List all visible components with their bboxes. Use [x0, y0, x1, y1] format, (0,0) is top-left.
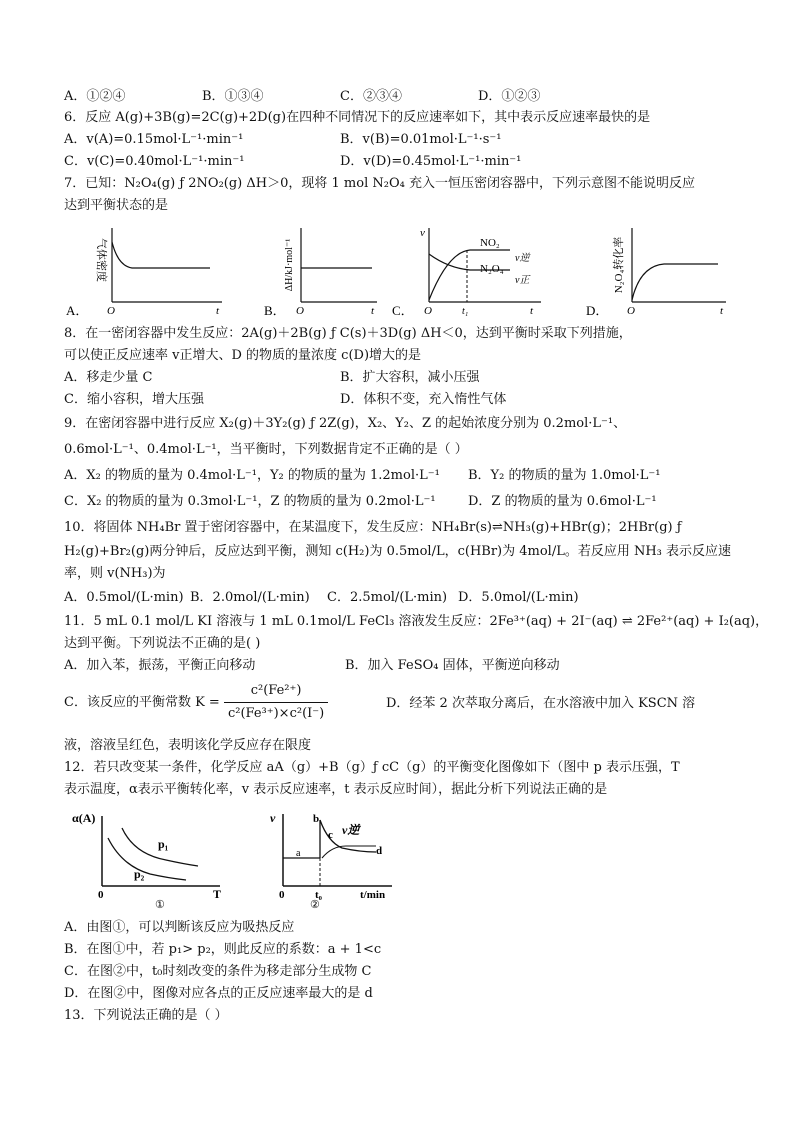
q7-stem-1: 7．已知：N₂O₄(g) ƒ 2NO₂(g) ΔH＞0，现将 1 mol N₂O₄ 充入一恒压密闭容器中，下列示意图不能说明反应: [64, 176, 695, 191]
q13-stem: 13．下列说法正确的是（ ）: [64, 1008, 228, 1023]
q7-graph-d: [586, 228, 726, 318]
q9-option-d: D．Z 的物质的量为 0.6mol·L⁻¹: [468, 494, 657, 509]
q7-graph-b-xlabel: t: [371, 305, 375, 317]
q9-option-a: A．X₂ 的物质的量为 0.4mol·L⁻¹，Y₂ 的物质的量为 1.2mol·L⁻¹: [64, 468, 440, 483]
q7-graph-c-no2-curve: [429, 250, 510, 300]
q8-stem-2: 可以使正反应速率 v正增大、D 的物质的量浓度 c(D)增大的是: [64, 348, 422, 363]
q7-graph-a-xlabel: t: [216, 305, 220, 317]
q12-fig1-ylabel: α(A): [72, 811, 96, 825]
q12-fig2-point-b: b: [313, 813, 320, 825]
q7-graph-d-origin: O: [627, 305, 635, 317]
q7-graph-b: [264, 228, 377, 318]
q12-fig2-xlabel: t/min: [360, 889, 386, 901]
q7-graph-a: [66, 228, 222, 318]
q7-graph-d-ylabel: N₂O₄转化率: [613, 236, 625, 294]
q11-option-b: B．加入 FeSO₄ 固体，平衡逆向移动: [345, 658, 560, 673]
q10-stem-2: H₂(g)+Br₂(g)两分钟后，反应达到平衡，测知 c(H₂)为 0.5mol/L，c(HBr)为 4mol/L。若反应用 NH₃ 表示反应速: [64, 544, 732, 559]
q7-graph-c-ylabel: v: [420, 227, 425, 239]
q12-figures: [70, 808, 400, 912]
q12-figure-1: [72, 811, 221, 911]
q12-fig2-origin: 0: [279, 889, 285, 901]
q11-stem-2: 达到平衡。下列说法不正确的是( ): [64, 636, 261, 651]
q12-fig1-p1: p₁: [158, 837, 169, 851]
q7-graph-b-origin: O: [296, 305, 304, 317]
q11-k-fraction: [224, 680, 328, 725]
q6-option-b: B．v(B)=0.01mol·L⁻¹·s⁻¹: [340, 132, 502, 147]
q12-stem-1: 12．若只改变某一条件，化学反应 aA（g）+B（g）ƒ cC（g）的平衡变化图像如下（图中 p 表示压强，T: [64, 760, 680, 775]
q7-label-d: D．: [586, 303, 609, 318]
q10-option-a: A．0.5mol/(L·min): [64, 590, 184, 605]
q7-graph-d-curve: [632, 264, 718, 300]
q12-fig2-point-c: c: [328, 829, 333, 841]
q7-graph-a-origin: O: [107, 305, 115, 317]
q8-option-b: B．扩大容积，减小压强: [340, 370, 480, 385]
q7-graph-c-origin: O: [424, 305, 432, 317]
q8-option-d: D．体积不变，充入惰性气体: [340, 392, 507, 407]
q12-fig2-point-a: a: [296, 848, 301, 859]
q11-option-d-1: D．经苯 2 次萃取分离后，在水溶液中加入 KSCN 溶: [386, 696, 696, 711]
q7-graph-c-vrev: v逆: [515, 253, 530, 264]
q7-graph-a-ylabel: 气体密度: [95, 238, 107, 282]
q10-option-c: C．2.5mol/(L·min): [327, 590, 448, 605]
q7-label-a: A．: [66, 303, 89, 318]
q12-fig1-tag: ①: [155, 899, 165, 911]
q12-fig2-ylabel: v: [270, 811, 276, 825]
q12-fig1-xlabel: T: [213, 887, 222, 901]
q12-option-c: C．在图②中，t₀时刻改变的条件为移走部分生成物 C: [64, 964, 372, 979]
q12-fig2-t0: t₀: [315, 889, 322, 901]
q11-option-c-prefix: C．该反应的平衡常数 K =: [64, 695, 220, 710]
q8-option-a: A．移走少量 C: [64, 370, 153, 385]
q7-graph-a-curve: [112, 242, 210, 268]
q9-stem-1: 9．在密闭容器中进行反应 X₂(g)＋3Y₂(g) ƒ 2Z(g)，X₂、Y₂、Z 的起始浓度分别为 0.2mol·L⁻¹、: [64, 416, 627, 431]
q12-fig1-p2: p₂: [134, 867, 145, 881]
q11-stem-1: 11．5 mL 0.1 mol/L KI 溶液与 1 mL 0.1mol/L FeCl₃ 溶液发生反应：2Fe³⁺(aq) + 2I⁻(aq) ⇌ 2Fe²⁺(aq) + I₂(aq)，: [64, 614, 769, 629]
q7-graph-c: [392, 227, 541, 318]
q5-option-a: A．①②④: [64, 89, 126, 104]
q12-fig2-vrev: v逆: [342, 823, 360, 837]
q12-fig1-p2-curve: [108, 838, 186, 880]
q9-option-c: C．X₂ 的物质的量为 0.3mol·L⁻¹，Z 的物质的量为 0.2mol·L⁻¹: [64, 494, 436, 509]
q11-k-denominator: c²(Fe³⁺)×c²(I⁻): [227, 706, 325, 721]
q9-option-b: B．Y₂ 的物质的量为 1.0mol·L⁻¹: [468, 468, 661, 483]
q7-graph-c-no2: NO₂: [480, 237, 500, 249]
q5-option-d: D．①②③: [478, 89, 541, 104]
q12-stem-2: 表示温度，α表示平衡转化率，v 表示反应速率，t 表示反应时间），据此分析下列说法正确的是: [64, 782, 608, 797]
q12-option-d: D．在图②中，图像对应各点的正反应速率最大的是 d: [64, 986, 373, 1001]
q9-stem-2: 0.6mol·L⁻¹、0.4mol·L⁻¹，当平衡时，下列数据肯定不正确的是（ ）: [64, 442, 468, 457]
q7-graphs: [60, 220, 740, 320]
q6-option-c: C．v(C)=0.40mol·L⁻¹·min⁻¹: [64, 154, 245, 169]
q5-option-c: C．②③④: [340, 89, 402, 104]
q7-graph-b-ylabel: ΔH/kJ·mol⁻¹: [284, 238, 295, 292]
q8-stem-1: 8．在一密闭容器中发生反应：2A(g)＋2B(g) ƒ C(s)＋3D(g) ΔH＜0，达到平衡时采取下列措施，: [64, 326, 632, 341]
q6-stem: 6．反应 A(g)+3B(g)=2C(g)+2D(g)在四种不同情况下的反应速率如下，其中表示反应速率最快的是: [64, 110, 651, 125]
q10-stem-3: 率，则 v(NH₃)为: [64, 566, 166, 581]
q12-option-b: B．在图①中，若 p₁> p₂，则此反应的系数：a + 1<c: [64, 942, 382, 957]
q10-option-d: D．5.0mol/(L·min): [458, 590, 579, 605]
q7-label-b: B．: [264, 303, 286, 318]
q8-option-c: C．缩小容积，增大压强: [64, 392, 204, 407]
q6-option-d: D．v(D)=0.45mol·L⁻¹·min⁻¹: [340, 154, 522, 169]
q7-graph-d-xlabel: t: [720, 305, 724, 317]
q12-fig2-tag: ②: [310, 899, 320, 911]
q10-option-b: B．2.0mol/(L·min): [190, 590, 310, 605]
q7-label-c: C．: [392, 303, 414, 318]
q6-option-a: A．v(A)=0.15mol·L⁻¹·min⁻¹: [64, 132, 244, 147]
q12-figure-2: [270, 811, 392, 911]
q11-option-a: A．加入苯，振荡，平衡正向移动: [64, 658, 256, 673]
q12-fig2-point-d: d: [376, 845, 383, 857]
q12-fig1-origin: 0: [98, 889, 104, 901]
q7-graph-c-t1: t₁: [462, 306, 469, 317]
q11-k-numerator: c²(Fe²⁺): [224, 680, 328, 703]
q11-option-d-2: 液，溶液呈红色，表明该化学反应存在限度: [64, 738, 312, 753]
q7-graph-c-n2o4: N₂O₄: [480, 263, 504, 275]
q7-graph-c-xlabel: t: [530, 305, 534, 317]
q7-graph-c-vfwd: v正: [515, 275, 530, 286]
q10-stem-1: 10．将固体 NH₄Br 置于密闭容器中，在某温度下，发生反应：NH₄Br(s)⇌NH₃(g)+HBr(g)；2HBr(g) ƒ: [64, 520, 682, 535]
q5-option-b: B．①③④: [202, 89, 264, 104]
q12-option-a: A．由图①，可以判断该反应为吸热反应: [64, 920, 295, 935]
q7-stem-2: 达到平衡状态的是: [64, 198, 169, 213]
q11-option-c: [64, 680, 328, 725]
